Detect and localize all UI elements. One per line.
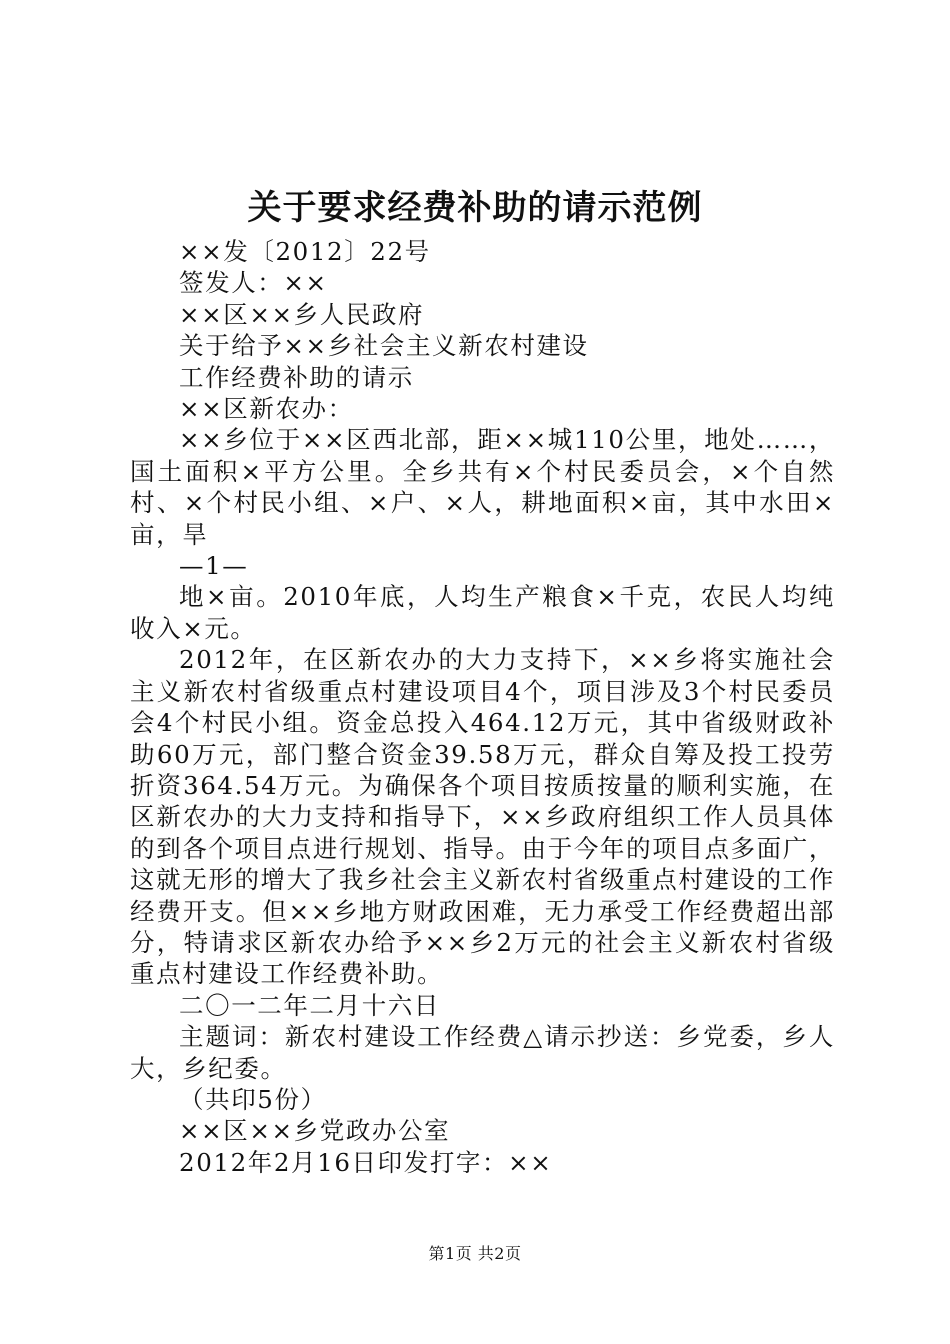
recipient-line: ××区新农办： (179, 394, 354, 424)
subject-line-1: 关于给予××乡社会主义新农村建设 (179, 331, 589, 361)
date-line: 二〇一二年二月十六日 (179, 990, 440, 1020)
doc-number: ××发〔2012〕22号 (179, 237, 431, 266)
paragraph-3: 2012年，在区新农办的大力支持下，××乡将实施社会主义新农村省级重点村建设项目4个，项目涉及3个村民委员会4个村民小组。资金总投入464.12万元，其中省级财政补助60万元，部门整合资金39.58万元，群众自筹及投工投劳折资364.54万元。为确保各个项目按质按量的顺利实施，在区新农办的大力支持和指导下，××乡政府组织工作人员具体的到各个项目点进行规划、指导。由于今年的项目点多面广，这就无形的增大了我乡社会主义新农村省级重点村建设的工作经费开支。但××乡地方财政困难，无力承受工作经费超出部分，特请求区新农办给予××乡2万元的社会主义新农村省级重点村建设工作经费补助。 (130, 645, 835, 989)
page-footer: 第1页 共2页 (428, 1244, 522, 1263)
keywords-cc-line: 主题词：新农村建设工作经费△请示抄送：乡党委，乡人大，乡纪委。 (130, 1022, 835, 1083)
print-info-line: 2012年2月16日印发打字：×× (179, 1147, 553, 1177)
subject-line-2: 工作经费补助的请示 (179, 362, 414, 392)
document-title: 关于要求经费补助的请示范例 (247, 188, 703, 228)
page-marker: —1— (179, 551, 249, 581)
issuer-line: ××区××乡人民政府 (179, 299, 425, 329)
signer-line: 签发人：×× (179, 268, 328, 298)
paragraph-1: ××乡位于××区西北部，距××城110公里，地处……，国土面积×平方公里。全乡共有×个村民委员会，×个自然村、×个村民小组、×户、×人，耕地面积×亩，其中水田×亩，旱 (130, 425, 835, 549)
document-body (130, 236, 835, 1178)
paragraph-2: 地×亩。2010年底，人均生产粮食×千克，农民人均纯收入×元。 (130, 582, 835, 643)
copies-line: （共印5份） (179, 1084, 327, 1114)
office-line: ××区××乡党政办公室 (179, 1116, 451, 1146)
